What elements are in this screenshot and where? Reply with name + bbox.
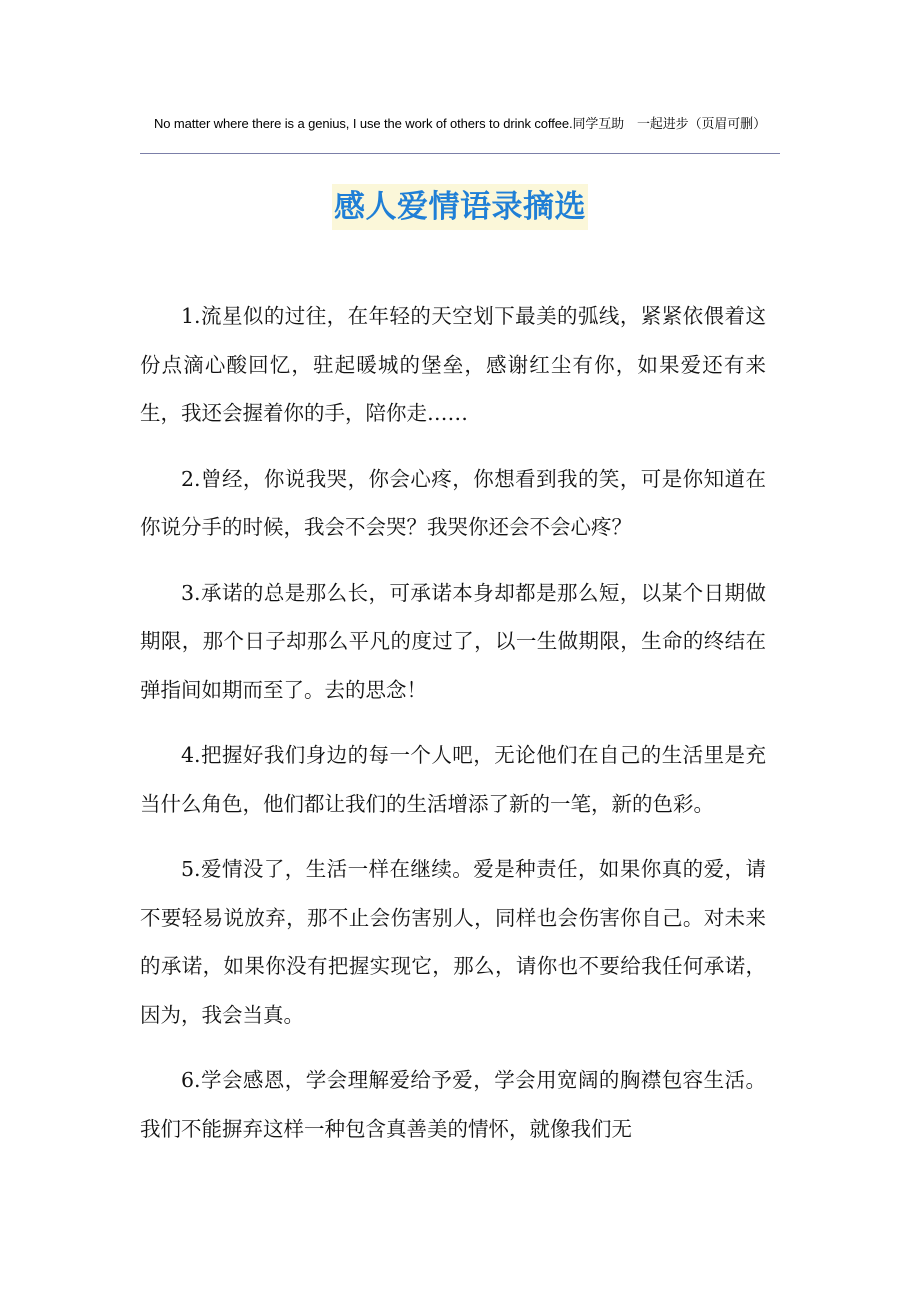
paragraph: 2.曾经，你说我哭，你会心疼，你想看到我的笑，可是你知道在你说分手的时候，我会不会哭？我哭你还会不会心疼？ bbox=[140, 466, 766, 539]
paragraph: 4.把握好我们身边的每一个人吧，无论他们在自己的生活里是充当什么角色，他们都让我们的生活增添了新的一笔，新的色彩。 bbox=[140, 743, 766, 816]
header-divider bbox=[140, 153, 780, 154]
document-title: 感人爱情语录摘选 bbox=[332, 184, 588, 230]
paragraph: 1.流星似的过往，在年轻的天空划下最美的弧线，紧紧依偎着这份点滴心酸回忆，驻起暖城的堡垒，感谢红尘有你，如果爱还有来生，我还会握着你的手，陪你走…… bbox=[140, 304, 766, 425]
paragraph: 6.学会感恩，学会理解爱给予爱，学会用宽阔的胸襟包容生活。我们不能摒弃这样一种包含真善美的情怀，就像我们无 bbox=[140, 1068, 766, 1141]
paragraph: 5.爱情没了，生活一样在继续。爱是种责任，如果你真的爱，请不要轻易说放弃，那不止会伤害别人，同样也会伤害你自己。对未来的承诺，如果你没有把握实现它，那么，请你也不要给我任何承诺，因为，我会当真。 bbox=[140, 857, 766, 1027]
title-container bbox=[0, 184, 920, 230]
document-body bbox=[140, 292, 766, 1170]
paragraph: 3.承诺的总是那么长，可承诺本身却都是那么短，以某个日期做期限，那个日子却那么平凡的度过了，以一生做期限，生命的终结在弹指间如期而至了。去的思念！ bbox=[140, 580, 766, 702]
page-header-text: No matter where there is a genius, I use the work of others to drink coffee.同学互助 一起进步（页眉可删） bbox=[154, 116, 766, 131]
